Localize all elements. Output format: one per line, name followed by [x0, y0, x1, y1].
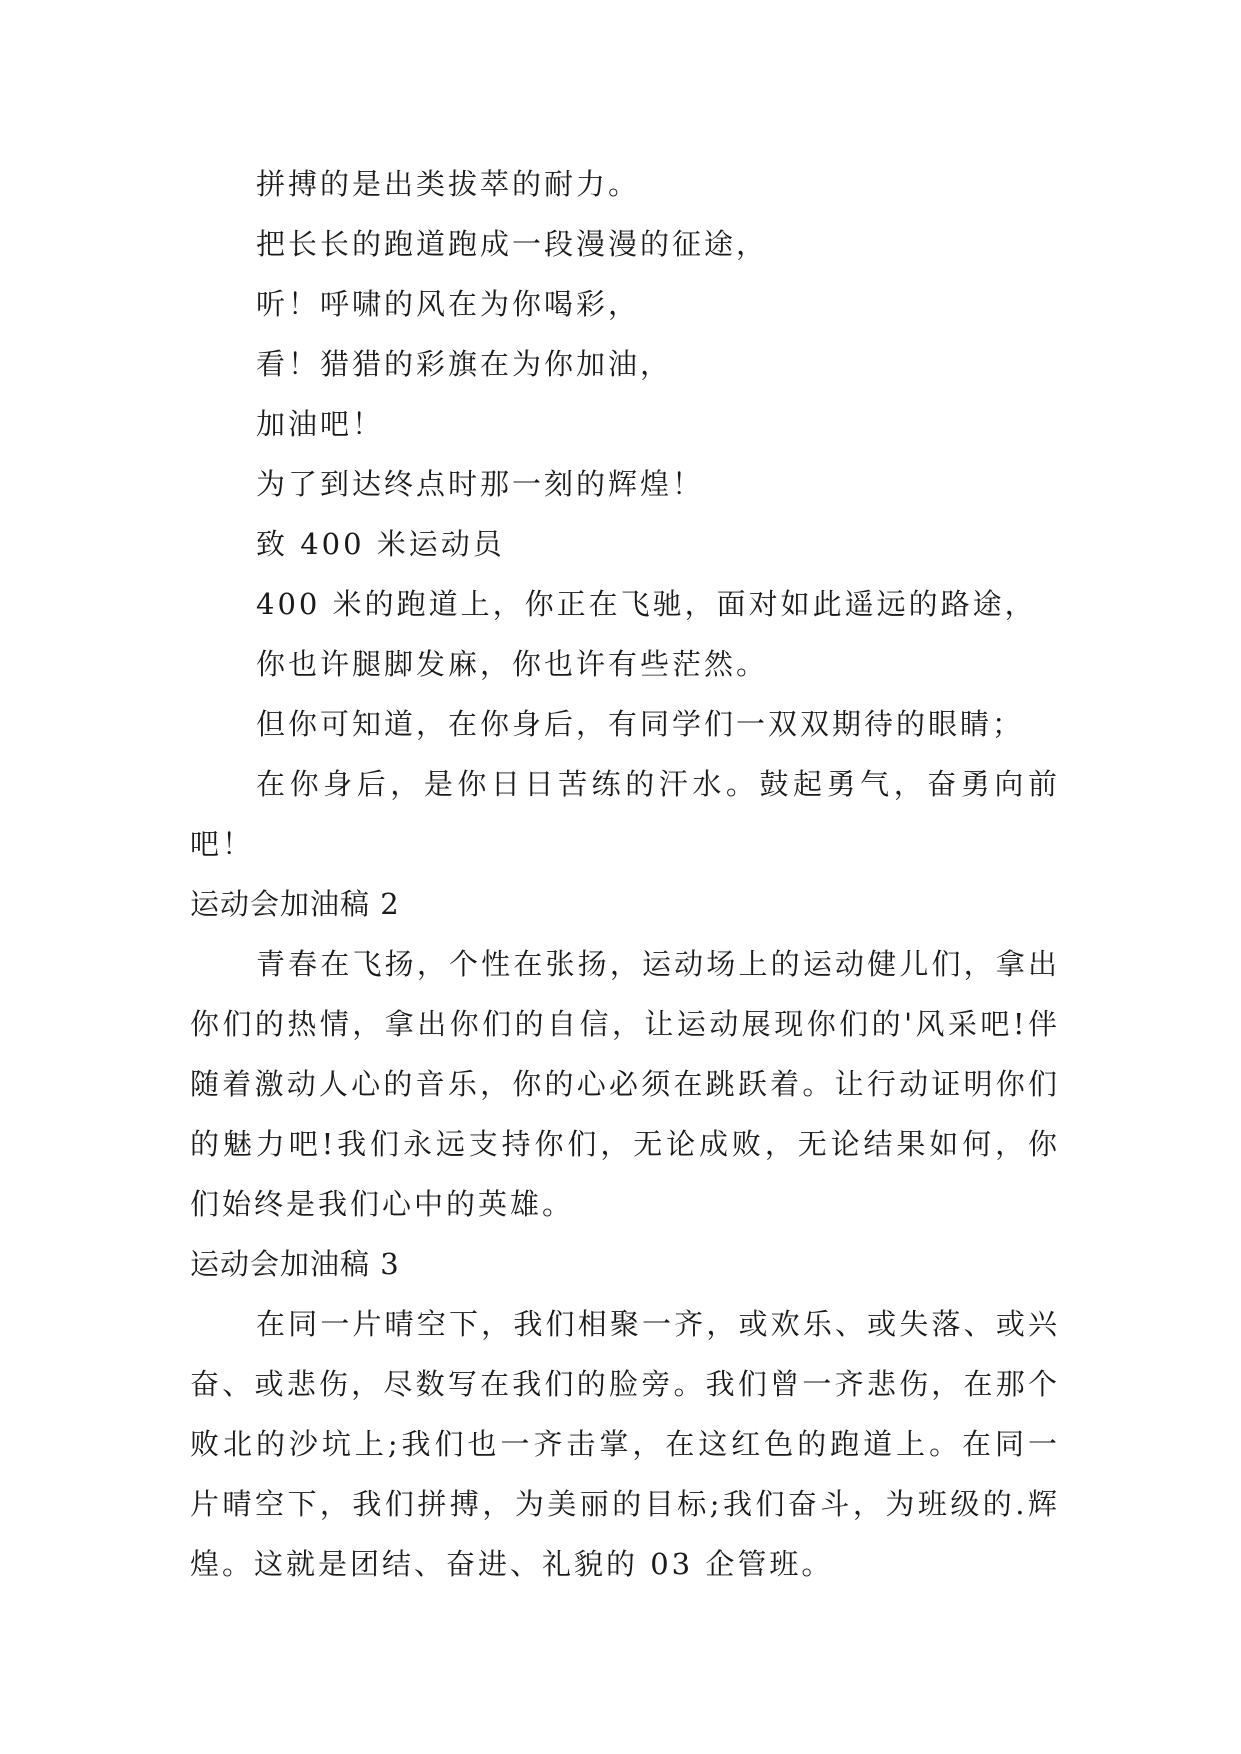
- poem-line: 把长长的跑道跑成一段漫漫的征途，: [256, 227, 769, 261]
- poem-line: 看！猎猎的彩旗在为你加油，: [256, 347, 673, 381]
- poem-line: 400 米的跑道上，你正在飞驰，面对如此遥远的路途，: [256, 587, 1037, 621]
- poem-subtitle: 致 400 米运动员: [256, 527, 505, 561]
- poem-line: 拼搏的是出类拔萃的耐力。: [256, 167, 641, 201]
- document-body: [190, 154, 1060, 1594]
- poem-line: 你也许腿脚发麻，你也许有些茫然。: [256, 647, 769, 681]
- section-body-3: 在同一片晴空下，我们相聚一齐，或欢乐、或失落、或兴奋、或悲伤，尽数写在我们的脸旁。我们曾一齐悲伤，在那个败北的沙坑上;我们也一齐击掌，在这红色的跑道上。在同一片晴空下，我们拼搏，为美丽的目标;我们奋斗，为班级的.辉煌。这就是团结、奋进、礼貌的 03 企管班。: [190, 1307, 1060, 1581]
- section-heading-2: 运动会加油稿 2: [190, 887, 400, 921]
- section-heading-3: 运动会加油稿 3: [190, 1247, 400, 1281]
- poem-line: 听！呼啸的风在为你喝彩，: [256, 287, 641, 321]
- poem-line: 但你可知道，在你身后，有同学们一双双期待的眼睛；: [256, 707, 1025, 741]
- section-body-2: 青春在飞扬，个性在张扬，运动场上的运动健儿们，拿出你们的热情，拿出你们的自信，让运动展现你们的'风采吧!伴随着激动人心的音乐，你的心必须在跳跃着。让行动证明你们的魅力吧!我们永远支持你们，无论成败，无论结果如何，你们始终是我们心中的英雄。: [190, 947, 1060, 1221]
- closing-paragraph: 在你身后，是你日日苦练的汗水。鼓起勇气，奋勇向前吧！: [190, 767, 1060, 861]
- poem-line: 加油吧！: [256, 407, 385, 441]
- poem-line: 为了到达终点时那一刻的辉煌！: [256, 467, 705, 501]
